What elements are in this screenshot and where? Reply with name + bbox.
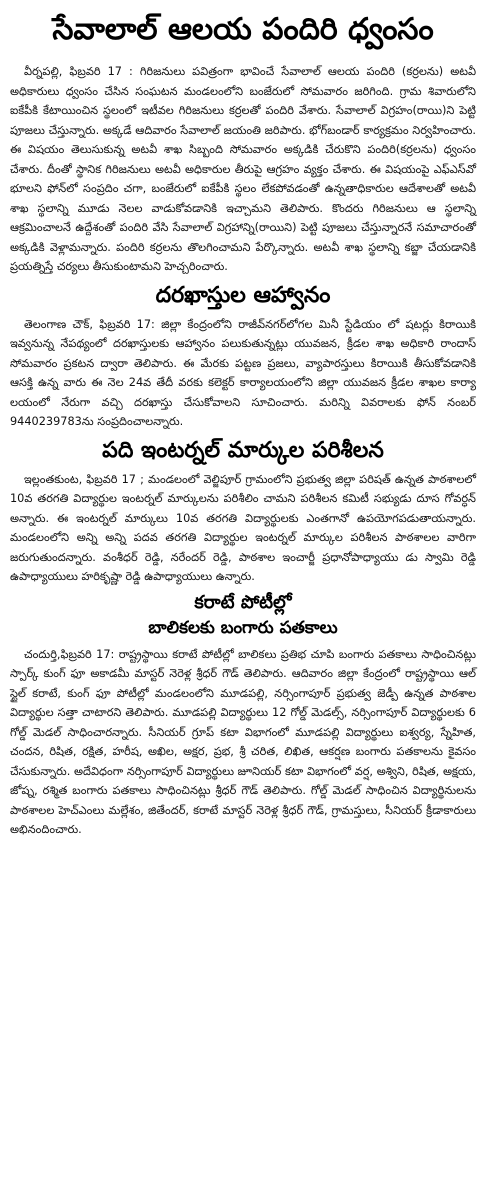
article-3-text: ఇల్లంతకుంట, ఫిబ్రవరి 17 ; మండలంలో వెల్జిపూర్ గ్రామంలోని ప్రభుత్వ జిల్లా పరిషత్ ఉన్నత పాఠశాలలో 10వ తరగతి విద్యార్థుల ఇంటర్నల్ మార్కులను పరిశీలిం చామని పరిశీలన కమిటీ సభ్యుడు దూస గోవర్ధన్ అన్నారు. ఈ ఇంటర్నల్ మార్కులు 10వ తరగతి విద్యార్థులకు ఎంతగానో ఉపయోగపడుతాయన్నారు. మండలంలోని అన్ని అన్ని పదవ తరగతి విద్యార్థుల ఇంటర్నల్ మార్కుల పరిశీలన పాఠశాలల వారిగా జరుగుతుందన్నారు. వంశీధర్ రెడ్డి, నరేందర్ రెడ్డి, పాఠశాల ఇంచార్జీ ప్రధానోపాధ్యాయు డు స్వామి రెడ్డి ఉపాధ్యాయులు హరికృష్ణా రెడ్డి ఉపాధ్యాయులు ఉన్నారు. bbox=[10, 472, 476, 583]
article-4-body bbox=[10, 645, 476, 840]
article-2-headline: దరఖాస్తుల ఆహ్వానం bbox=[155, 282, 331, 308]
article-4-headline-line-1: కరాటే పోటీల్లో bbox=[194, 591, 292, 613]
article-1-headline: సేవాలాల్ ఆలయ పందిరి ధ్వంసం bbox=[52, 12, 434, 47]
article-2-text: తెలంగాణ చౌక్, ఫిబ్రవరి 17: జిల్లా కేంద్రంలోని రాజీవ్‌నగర్‌లోగల మినీ స్టేడియం లో షటర్లు కిరాయికి ఇవ్వనున్న నేపథ్యంలో దరఖాస్తులకు ఆహ్వానం పలుకుతున్నట్లు యువజన, క్రీడల శాఖ అధికారి రాందాస్ సోమవారం ప్రకటన ద్వారా తెలిపారు. ఈ మేరకు పట్టణ ప్రజలు, వ్యాపారస్తులు కిరాయికి తీసుకోవడానికి ఆసక్తి ఉన్న వారు ఈ నెల 24వ తేదీ వరకు కలెక్టర్ కార్యాలయంలోని జిల్లా యువజన క్రీడల శాఖల కార్యా లయంలో నేరుగా వచ్చి దరఖాస్తు చేసుకోవాలని సూచించారు. మరిన్ని వివరాలకు ఫోన్ నంబర్ 9440239783ను సంప్రదించాలన్నారు. bbox=[10, 317, 476, 428]
article-2-body bbox=[10, 315, 476, 432]
article-4-headline-line-2: బాలికలకు బంగారు పతకాలు bbox=[148, 617, 338, 638]
article-1-body bbox=[10, 62, 476, 277]
article-3-headline: పది ఇంటర్నల్ మార్కుల పరిశీలన bbox=[102, 437, 384, 463]
article-3-body bbox=[10, 470, 476, 587]
article-4-text: చందుర్తి,ఫిబ్రవరి 17: రాష్ట్రస్థాయి కరాటే పోటీల్లో బాలికలు ప్రతిభ చూపి బంగారు పతకాలు సాధించినట్లు స్పార్క్ కుంగ్ ఫూ అకాడమీ మాస్టర్ నెరెళ్ల శ్రీధర్ గౌడ్ తెలిపారు. ఆదివారం జిల్లా కేంద్రంలో రాష్ట్రస్థాయి ఆల్ స్టైల్ కరాటే, కుంగ్ ఫూ పోటీల్లో మండలంలోని మూడపల్లి, నర్సింగాపూర్ ప్రభుత్వ జెడ్పీ ఉన్నత పాఠశాల విద్యార్థుల సత్తా చాటారని తెలిపారు. మూడపల్లి విద్యార్థులు 12 గోల్డ్ మెడల్స్, నర్సింగాపూర్ విద్యార్థులకు 6 గోల్డ్ మెడల్ సాధించారన్నారు. సీనియర్ గ్రూప్ కటా విభాగంలో మూడపల్లి విద్యార్థులు ఐశ్వర్య, స్నేహిత, చందన, రిషిత, రక్షిత, హరీష, అఖిల, అక్షర, ప్రభ, శ్రీ చరిత, లిఖిత, ఆకర్షణ బంగారు పతకాలను కైవసం చేసుకున్నారు. అదేవిధంగా నర్సింగాపూర్ విద్యార్థులు జూనియర్ కటా విభాగంలో వర్ష, అశ్విని, రిషిత, అక్షయ, జోష్న, రశ్మిత బంగారు పతకాలు సాధించినట్లు శ్రీధర్ గౌడ్ తెలిపారు. గోల్డ్ మెడల్ సాధించిన విద్యార్థినులను పాఠశాలల హెచ్‌ఎంలు మల్లేశం, జితేందర్, కరాటే మాస్టర్ నెరెళ్ల శ్రీధర్ గౌడ్, గ్రామస్తులు, సీనియర్ క్రీడాకారులు అభినందించారు. bbox=[10, 647, 476, 836]
article-1-text: వీర్నపల్లి, ఫిబ్రవరి 17 : గిరిజనులు పవిత్రంగా భావించే సేవాలాల్ ఆలయ పందిరి (కర్రలను) అటవీ అధికారులు ధ్వంసం చేసిన సంఘటన మండలంలోని బంజేరులో సోమవారం జరిగింది. గ్రామ శివారులోని ఐకేపీకి కేటాయించిన స్థలంలో ఇటీవల గిరిజనులు కర్రలతో పందిరి వేశారు. సేవాలాల్ విగ్రహం(రాయి)ని పెట్టి పూజలు చేస్తున్నారు. అక్కడే ఆదివారం సేవాలాల్ జయంతి జరిపారు. భోగ్‌బండార్ కార్యక్రమం నిర్వహించారు. ఈ విషయం తెలుసుకున్న అటవీ శాఖ సిబ్బంది సోమవారం అక్కడికి చేరుకొని పందిరి(కర్రలను) ధ్వంసం చేశారు. దీంతో స్థానిక గిరిజనులు అటవీ అధికారుల తీరుపై ఆగ్రహం వ్యక్తం చేశారు. ఈ విషయంపై ఎఫ్‌ఎస్‌వో భూలని ఫోన్‌లో సంప్రదిం చగా, బంజేరులో ఐకేపీకి స్థలం లేకపోవడంతో ఉన్నతాధికారుల ఆదేశాలతో అటవీ శాఖ స్థలాన్ని మూడు నెలల వాడుకోవడానికి ఇచ్చామని తెలిపారు. కొందరు గిరిజనులు ఆ స్థలాన్ని ఆక్రమించాలనే ఉద్దేశంతో పందిరి వేసి సేవాలాల్ విగ్రహాన్ని(రాయిని) పెట్టి పూజలు చేస్తున్నారనే సమాచారంతో అక్కడికి వెళ్లామన్నారు. పందిరి కర్రలను తొలగించామని పేర్కొన్నారు. అటవీ శాఖ స్థలాన్ని కబ్జా చేయడానికి ప్రయత్నిస్తే చర్యలు తీసుకుంటామని హెచ్చరించారు. bbox=[10, 65, 476, 273]
